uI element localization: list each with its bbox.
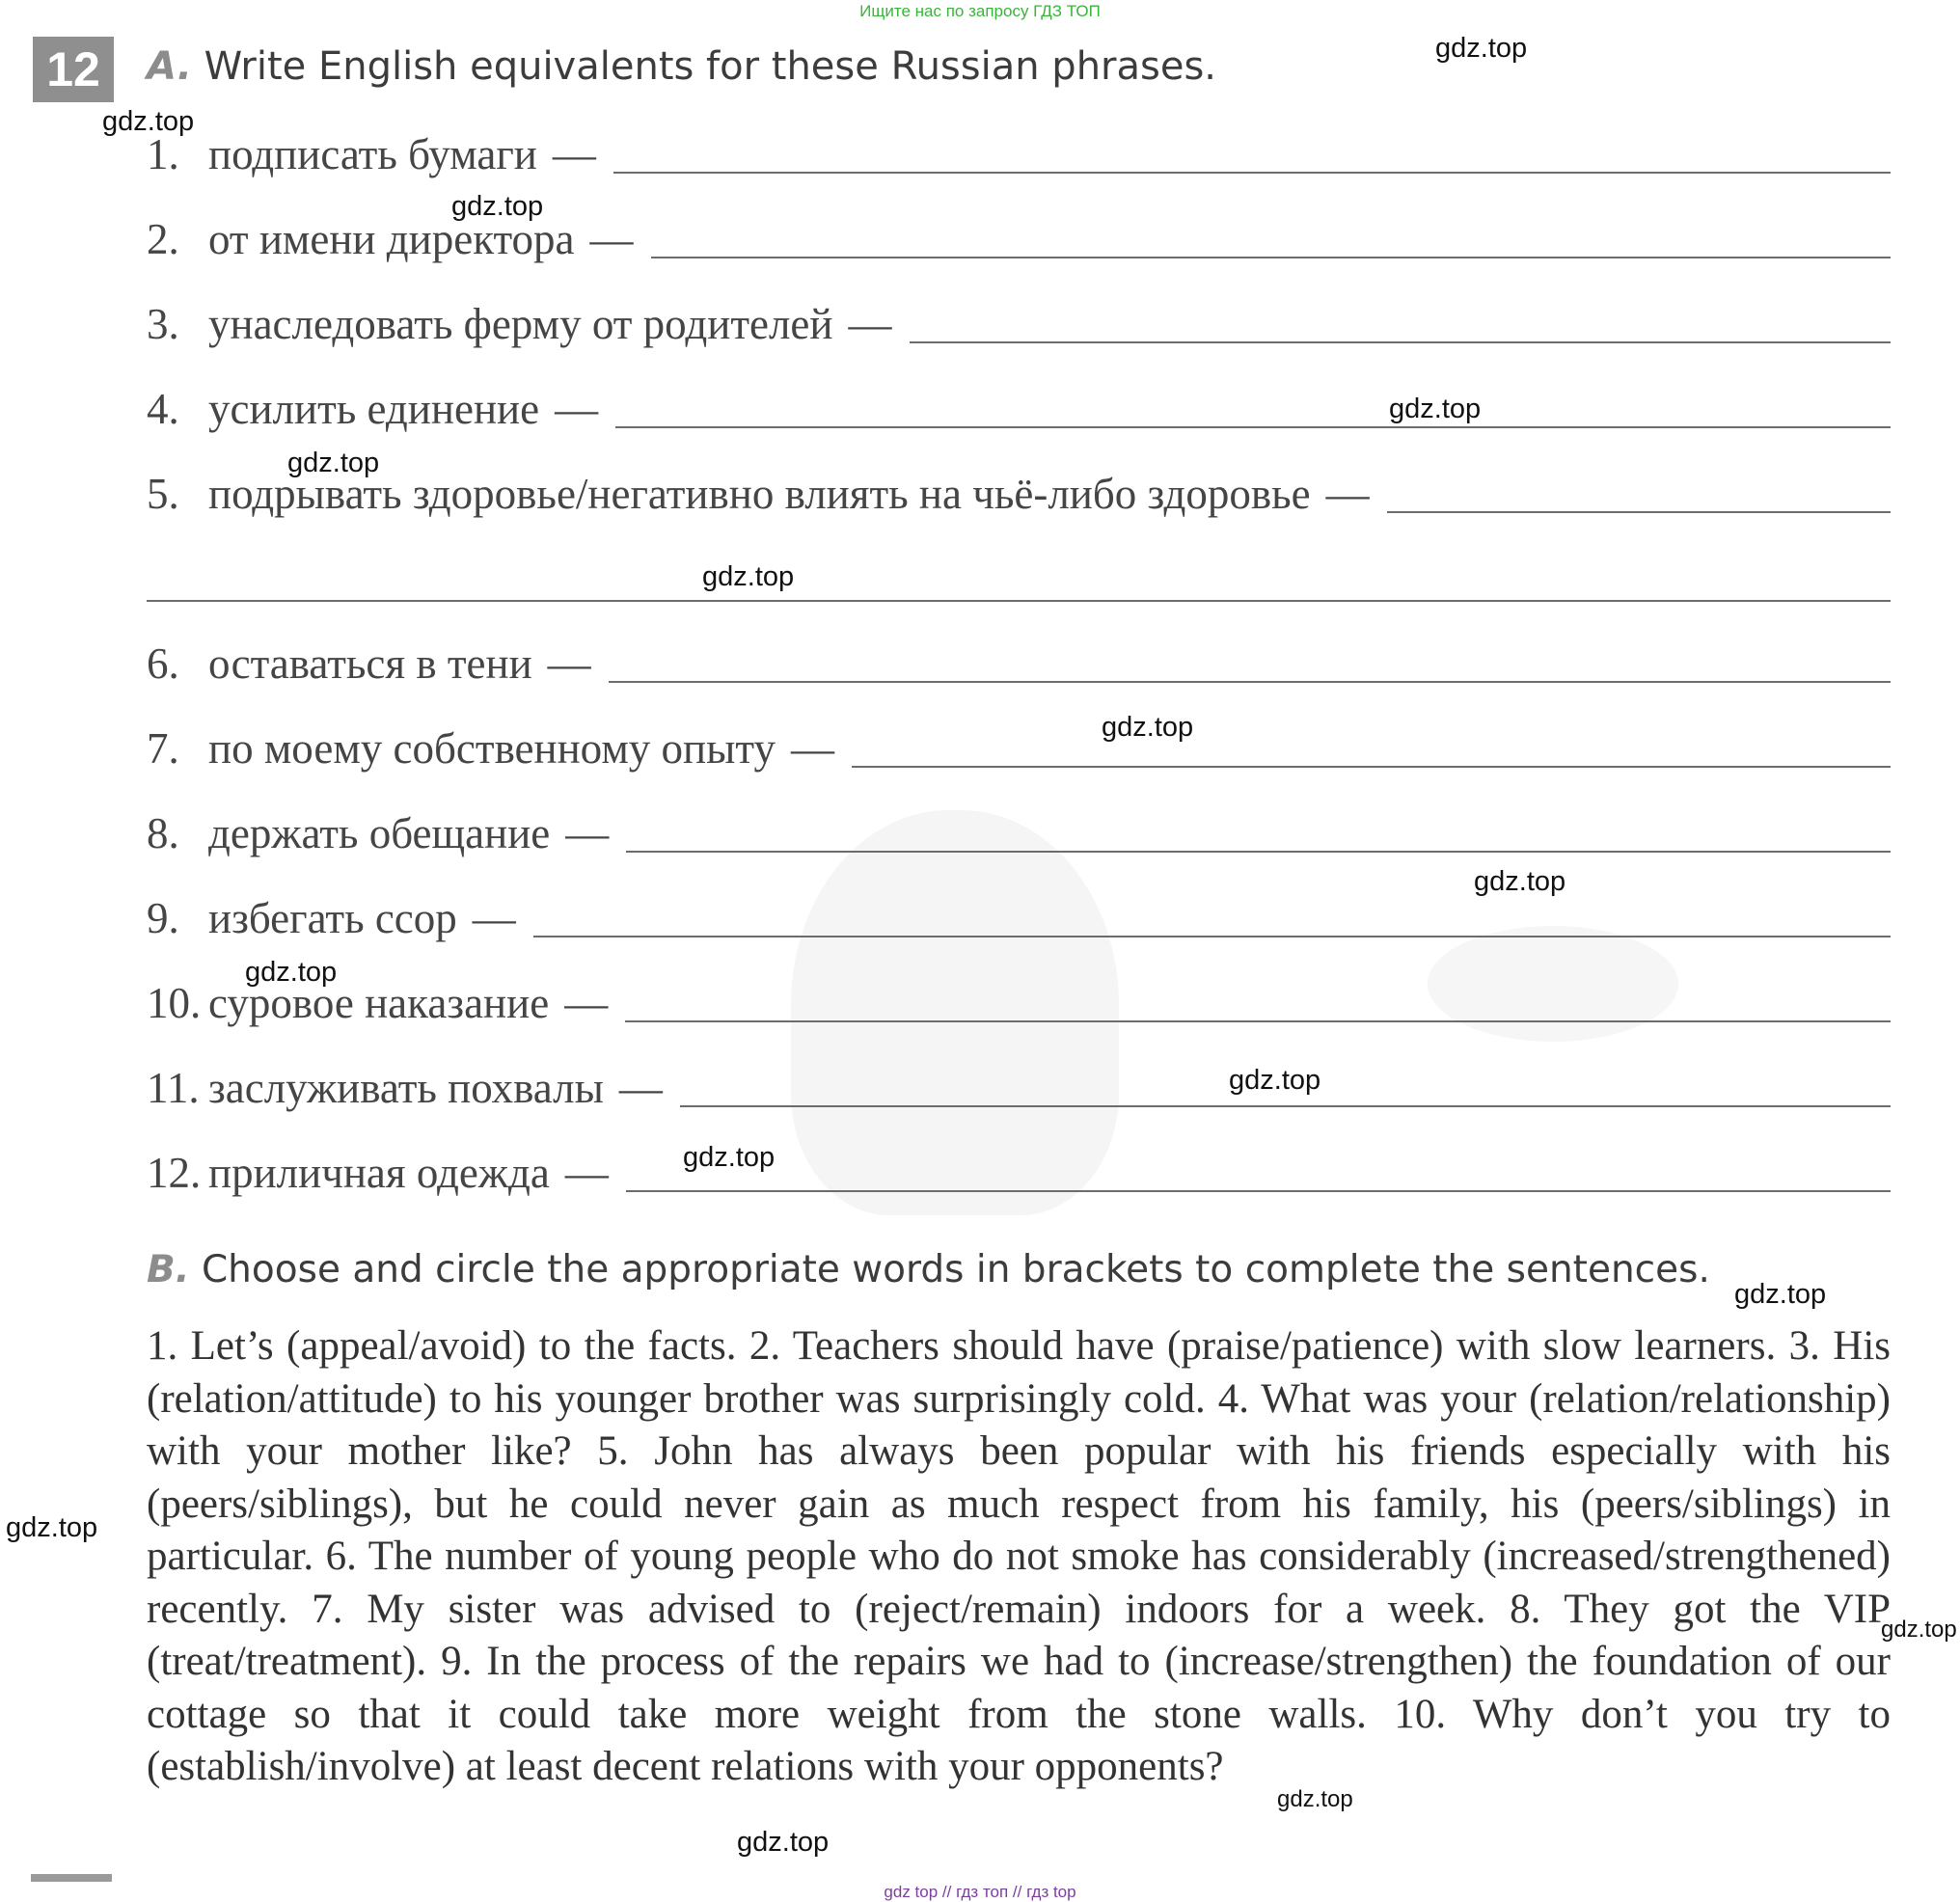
answer-blank[interactable] — [613, 171, 1891, 174]
item-number: 2. — [147, 215, 179, 263]
russian-phrase: по моему собственному опыту — [208, 724, 776, 773]
russian-phrase: избегать ссор — [208, 894, 457, 942]
phrase-item — [147, 635, 1891, 689]
phrase-item — [147, 889, 1891, 943]
phrase-item — [147, 125, 1891, 179]
answer-blank[interactable] — [609, 680, 1891, 683]
top-banner-link[interactable]: Ищите нас по запросу ГДЗ ТОП — [859, 2, 1101, 20]
russian-phrase: оставаться в тени — [208, 639, 532, 688]
watermark: gdz.top — [737, 1827, 830, 1858]
watermark: gdz.top — [1474, 866, 1566, 897]
watermark: gdz.top — [1734, 1279, 1827, 1310]
watermark: gdz.top — [1102, 712, 1194, 743]
answer-blank[interactable] — [680, 1104, 1891, 1107]
answer-blank[interactable] — [1387, 510, 1891, 513]
russian-phrase: подписать бумаги — [208, 130, 537, 178]
answer-blank[interactable] — [615, 425, 1891, 428]
section-a-letter: A. — [147, 44, 192, 89]
exercise-number-badge: 12 — [33, 37, 114, 102]
dash: — — [790, 724, 834, 773]
phrase-item — [147, 210, 1891, 264]
russian-phrase: унаследовать ферму от родителей — [208, 300, 833, 348]
watermark: gdz.top — [102, 106, 195, 137]
watermark: gdz.top — [245, 957, 338, 988]
russian-phrase: от имени директора — [208, 215, 575, 263]
section-b-heading — [147, 1248, 1710, 1291]
russian-phrase: держать обещание — [208, 809, 551, 857]
item-number: 9. — [147, 894, 179, 942]
phrase-item — [147, 380, 1891, 434]
answer-blank[interactable] — [626, 850, 1891, 853]
dash: — — [564, 1149, 609, 1197]
watermark: gdz.top — [287, 448, 380, 478]
watermark: gdz.top — [6, 1512, 98, 1543]
answer-blank[interactable] — [533, 935, 1891, 937]
section-a-heading — [147, 44, 1216, 89]
dash: — — [1325, 470, 1370, 518]
section-b-instruction: Choose and circle the appropriate words in brackets to complete the sentences. — [201, 1248, 1710, 1291]
watermark: gdz.top — [702, 561, 795, 592]
watermark: gdz.top — [1277, 1786, 1353, 1812]
item-number: 10. — [147, 979, 202, 1027]
answer-blank[interactable] — [625, 1019, 1891, 1022]
watermark: gdz.top — [1435, 33, 1528, 64]
item-number: 1. — [147, 130, 179, 178]
dash: — — [565, 809, 610, 857]
answer-blank[interactable] — [626, 1189, 1891, 1192]
phrase-item — [147, 804, 1891, 858]
phrase-item — [147, 974, 1891, 1028]
dash: — — [564, 979, 609, 1027]
dash: — — [547, 639, 591, 688]
watermark: gdz.top — [683, 1142, 776, 1173]
item-number: 6. — [147, 639, 179, 688]
phrase-item — [147, 465, 1891, 519]
dash: — — [555, 385, 599, 433]
dash: — — [589, 215, 634, 263]
answer-blank[interactable] — [651, 256, 1891, 258]
dash: — — [848, 300, 892, 348]
answer-blank[interactable] — [910, 340, 1892, 343]
russian-phrase: заслуживать похвалы — [208, 1064, 604, 1112]
phrase-item — [147, 720, 1891, 774]
dash: — — [552, 130, 596, 178]
item-number: 5. — [147, 470, 179, 518]
answer-blank-continuation[interactable] — [147, 600, 1891, 602]
phrase-item — [147, 1059, 1891, 1113]
item-number: 8. — [147, 809, 179, 857]
russian-phrase: усилить единение — [208, 385, 540, 433]
section-a-instruction: Write English equivalents for these Russian phrases. — [204, 44, 1216, 89]
phrase-item — [147, 1144, 1891, 1198]
watermark: gdz.top — [1229, 1065, 1321, 1096]
item-number: 4. — [147, 385, 179, 433]
item-number: 7. — [147, 724, 179, 773]
dash: — — [618, 1064, 663, 1112]
russian-phrase: подрывать здоровье/негативно влиять на чьё-либо здоровье — [208, 470, 1311, 518]
section-b-letter: B. — [147, 1248, 190, 1291]
russian-phrase: приличная одежда — [208, 1149, 550, 1197]
watermark: gdz.top — [451, 191, 544, 222]
section-b-sentences: 1. Let’s (appeal/avoid) to the facts. 2. Teachers should have (praise/patience) with slow learners. 3. His (relation/attitude) to his younger brother was surprisingly cold. 4. What was your (relation/relationship) with your mother like? 5. John has always been popular with his friends especially with his (peers/siblings), but he could never gain as much respect from his family, his (peers/siblings) in particular. 6. The number of young people who do not smoke has considerably (increased/strengthened) recently. 7. My sister was advised to (reject/remain) indoors for a week. 8. They got the VIP (treat/treatment). 9. In the process of the repairs we had to (increase/strengthen) the foundation of our cottage so that it could take more weight from the stone walls. 10. Why don’t you try to (establish/involve) at least decent relations with your opponents? — [147, 1323, 1891, 1789]
russian-phrase: суровое наказание — [208, 979, 550, 1027]
page-corner-bar — [31, 1874, 112, 1882]
watermark: gdz.top — [1881, 1617, 1957, 1643]
phrase-item — [147, 295, 1891, 349]
watermark: gdz.top — [1389, 394, 1482, 424]
answer-blank[interactable] — [852, 765, 1891, 768]
dash: — — [472, 894, 516, 942]
item-number: 11. — [147, 1064, 200, 1112]
item-number: 3. — [147, 300, 179, 348]
item-number: 12. — [147, 1149, 202, 1197]
bottom-site-links[interactable]: gdz top // гдз топ // гдз top — [884, 1883, 1076, 1901]
